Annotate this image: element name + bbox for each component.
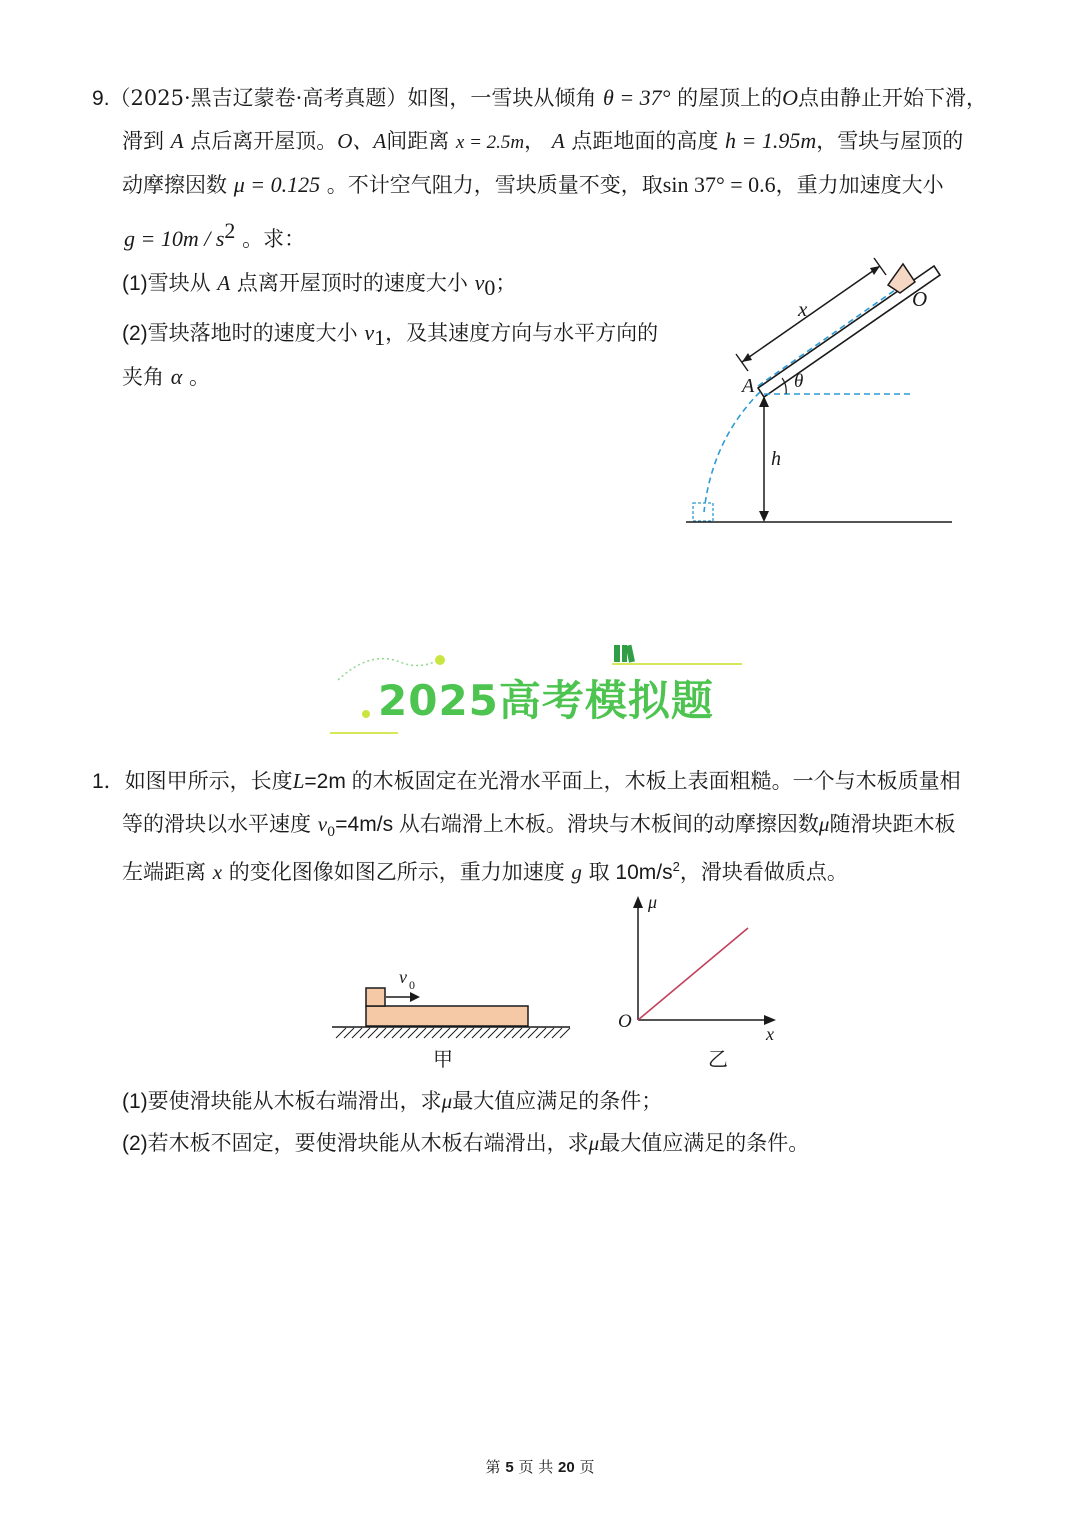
q9-part-2 <box>122 318 658 353</box>
q1-part-num: (2) <box>122 1132 148 1155</box>
q9-text: ，雪块与屋顶的 <box>816 129 964 153</box>
q1-x: x <box>212 860 223 884</box>
q1-text: 左端距离 <box>122 860 206 884</box>
mu-axis-arrow <box>633 896 643 908</box>
q9-distance: x = 2.5m <box>455 132 525 153</box>
q1-figure-yi <box>610 890 800 1075</box>
caption-yi: 乙 <box>708 1047 728 1071</box>
q1-mu: μ <box>588 1131 600 1155</box>
q9-text: 夹角 <box>122 365 164 389</box>
q1-line-1 <box>92 766 961 797</box>
q9-text: 如图，一雪块从倾角 <box>407 86 597 110</box>
footer-text: 第 <box>485 1458 501 1476</box>
q9-text: 雪块从 <box>147 271 211 295</box>
q9-alpha: α <box>170 364 183 389</box>
q9-part-2-cont <box>122 362 210 392</box>
q1-text: 若木板不固定，要使滑块能从木板右端滑出，求 <box>147 1131 589 1155</box>
q1-text: 取 10m/s <box>588 861 673 884</box>
q1-part-num: (1) <box>122 1090 148 1113</box>
label-origin: O <box>618 1011 632 1032</box>
q1-g: g <box>571 860 582 884</box>
wood-board <box>366 1006 528 1026</box>
q9-v1: v <box>364 320 375 345</box>
q1-text: =2m 的木板固定在光滑水平面上，木板上表面粗糙。一个与木板质量相 <box>304 770 961 793</box>
page-footer <box>0 1456 1080 1477</box>
q1-text: 最大值应满足的条件； <box>452 1089 663 1113</box>
x-dimension-line <box>742 266 880 362</box>
label-x-axis: x <box>766 1024 774 1044</box>
banner-dot-left <box>362 710 370 718</box>
q9-text: 点由静止开始下滑， <box>798 86 988 110</box>
q9-part-num: (2) <box>122 322 148 345</box>
h-arrow-head-top <box>759 396 769 407</box>
q9-gravity-sup: 2 <box>224 218 236 243</box>
q9-text: 滑到 <box>122 129 164 153</box>
q9-text: 动摩擦因数 <box>122 173 227 197</box>
q9-part-1 <box>122 268 516 303</box>
q9-v0: v <box>474 270 485 295</box>
q1-line-2 <box>122 809 955 848</box>
banner-dot-top <box>435 655 445 665</box>
q9-height: h = 1.95m <box>725 128 817 153</box>
label-v0-sub: 0 <box>409 978 415 992</box>
landing-block <box>693 503 713 521</box>
q1-text: 等的滑块以水平速度 <box>122 812 311 836</box>
q9-text: 点离开屋顶时的速度大小 <box>236 271 468 295</box>
q9-point-a: A <box>217 271 231 295</box>
q9-source: （2025·黑吉辽蒙卷·高考真题） <box>109 86 408 110</box>
footer-total-pages: 20 <box>558 1459 575 1476</box>
q9-point-o: O <box>782 85 799 110</box>
mu-line <box>638 928 748 1020</box>
q9-point-a: A <box>170 129 184 153</box>
q1-text: 的变化图像如图乙所示，重力加速度 <box>228 860 565 884</box>
footer-text: 页 共 <box>518 1458 554 1476</box>
label-theta: θ <box>794 371 804 392</box>
banner-title: 2025高考模拟题 <box>378 676 714 725</box>
q9-text: ，及其速度方向与水平方向的 <box>385 321 659 345</box>
q1-text: 如图甲所示，长度 <box>124 769 293 793</box>
footer-text: 页 <box>579 1458 595 1476</box>
velocity-arrow-head <box>410 992 420 1002</box>
q9-text: 。求： <box>242 227 306 251</box>
label-v0: v <box>399 967 407 987</box>
q9-text: 点后离开屋顶。 <box>190 129 338 153</box>
q1-text: 要使滑块能从木板右端滑出，求 <box>147 1089 442 1113</box>
q9-text: 点距地面的高度 <box>571 129 719 153</box>
q1-part-1 <box>122 1086 662 1117</box>
q9-line-2 <box>122 126 963 158</box>
q9-text: 。 <box>188 365 210 389</box>
label-h: h <box>771 448 781 470</box>
q9-text: ； <box>495 271 517 295</box>
q9-line-4 <box>124 216 305 254</box>
q9-v0-sub: 0 <box>484 275 496 301</box>
q9-text: ， <box>524 129 546 153</box>
projectile-path-dashed <box>704 392 760 512</box>
q1-mu: μ <box>818 812 830 836</box>
q9-sin: sin 37° = 0.6 <box>662 172 776 197</box>
q9-figure-roof <box>680 255 970 535</box>
x-arrow-head-bottom <box>742 353 752 362</box>
q1-mu: μ <box>441 1089 453 1113</box>
books-icon <box>614 645 635 663</box>
q1-line-3 <box>122 852 848 888</box>
q9-line-1: 9.（2025·黑吉辽蒙卷·高考真题）如图，一雪块从倾角 θ = 37° 的屋顶上的O点由静止开始下滑， <box>92 85 988 110</box>
q9-text: 。不计空气阻力，雪块质量不变，取 <box>326 173 663 197</box>
q1-v0-sub: 0 <box>327 825 336 841</box>
q9-text: ，重力加速度大小 <box>775 173 944 197</box>
h-arrow-head-bottom <box>759 511 769 522</box>
q9-friction: μ = 0.125 <box>233 172 321 197</box>
q1-number: 1． <box>92 770 125 793</box>
q1-text: =4m/s 从右端滑上木板。滑块与木板间的动摩擦因数 <box>335 813 819 836</box>
q9-v1-sub: 1 <box>374 325 386 351</box>
floor-hatch <box>336 1028 570 1038</box>
q1-length-symbol: L <box>292 769 305 793</box>
q9-point-a: A <box>551 129 565 153</box>
q9-text: 的屋顶上的 <box>677 86 783 110</box>
q9-theta: θ = 37° <box>603 85 671 110</box>
q9-text: 间距离 <box>386 129 450 153</box>
q9-number: 9 <box>92 87 104 110</box>
q9-text: 雪块落地时的速度大小 <box>147 321 358 345</box>
x-tick-top <box>874 258 886 275</box>
q1-text: 随滑块距木板 <box>829 812 956 836</box>
label-a: A <box>742 375 755 397</box>
x-arrow-head-top <box>870 266 880 275</box>
q1-text: ，滑块看做质点。 <box>679 860 848 884</box>
q9-gravity: g = 10m / s <box>124 226 225 251</box>
q1-g-sup: 2 <box>672 859 680 874</box>
label-x: x <box>798 297 808 321</box>
q1-text: 最大值应满足的条件。 <box>599 1131 810 1155</box>
slider-block <box>366 988 385 1006</box>
q9-oa: O、A <box>337 129 387 153</box>
label-mu: μ <box>648 892 658 912</box>
q1-v0: v <box>317 812 328 836</box>
slide-path-dashed <box>758 290 895 386</box>
q1-part-2 <box>122 1128 809 1159</box>
label-o: O <box>912 287 928 311</box>
footer-page-number: 5 <box>505 1459 514 1476</box>
q9-line-3 <box>122 170 944 200</box>
caption-jia: 甲 <box>433 1047 453 1071</box>
q1-figure-jia <box>325 960 580 1075</box>
q9-part-num: (1) <box>122 272 148 295</box>
